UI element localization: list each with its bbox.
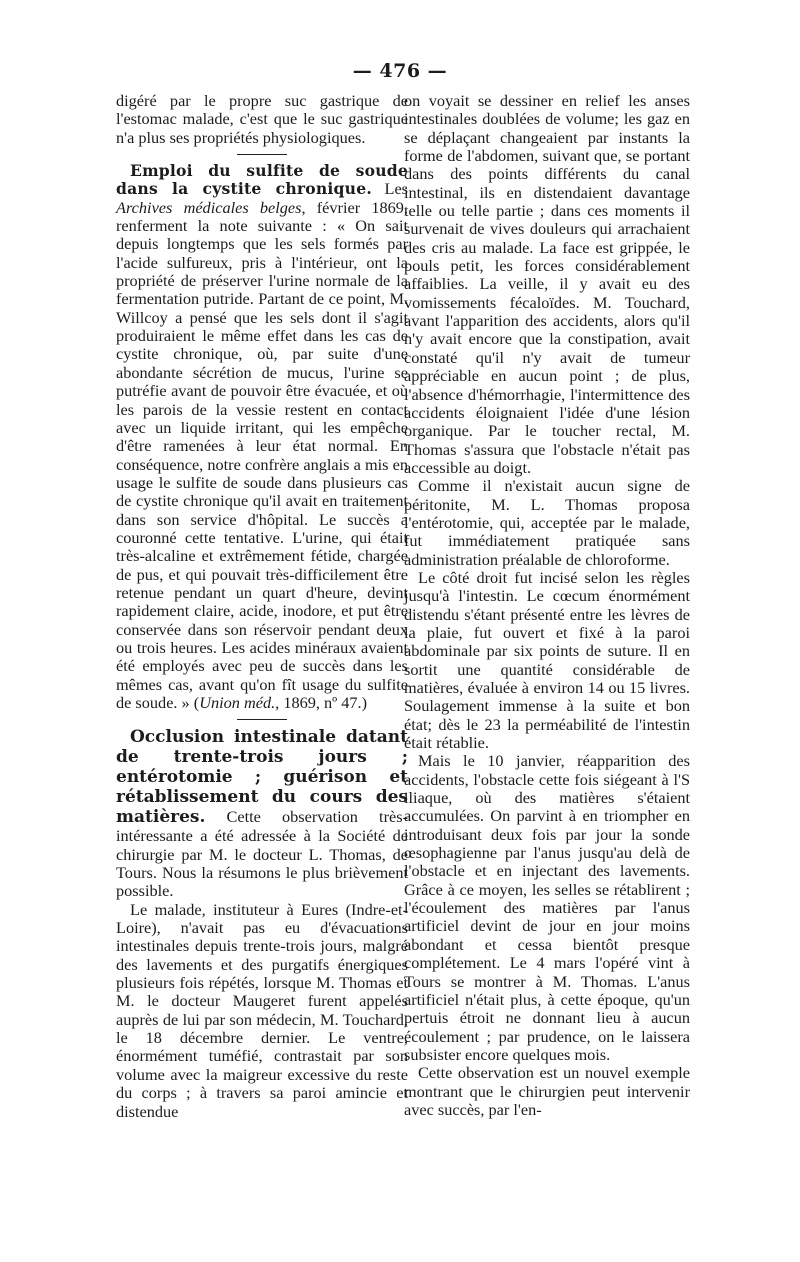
section-text-occlusion: Cette observation très-intéressante a été adressée à la Société de chirurgie par M. le docteur L. Thomas, de Tours. Nous la résumons le plus brièvement possible.	[116, 807, 408, 901]
section-text-intro: Les	[371, 179, 409, 199]
paragraph: Le côté droit fut incisé selon les règles jusqu'à l'intestin. Le cœcum énormément distendu s'étant présenté entre les lèvres de la plaie, fut ouvert et fixé à la paroi abdominale par six points de suture. Il en sortit une quantité considérable de matières, évaluée à environ 14 ou 15 livres. Soulagement immense à la suite et bon état; dès le 23 la perméabilité de l'intestin était rétablie.	[404, 567, 690, 753]
page-number: — 476 —	[352, 60, 448, 82]
source-title: Archives médicales belges	[116, 197, 302, 217]
section-text-body: , février 1869, renferment la note suivante : « On sait depuis longtemps que les sels formés par l'acide sulfureux, pris à l'intérieur, ont la propriété de préserver l'urine normale de la fermentation putride. Partant de ce point, M. Willcoy a pensé que les sels dont il s'agit produiraient le même effet dans les cas de cystite chronique, où, par suite d'une abondante sécrétion de mucus, l'urine se putréfie avant de pouvoir être évacuée, et où les parois de la vessie restent en contact avec un liquide irritant, qui les empêche d'être ramenées à leur état normal. En conséquence, notre confrère anglais a mis en usage le sulfite de soude dans plusieurs cas de cystite chronique qu'il avait en traitement dans son service d'hôpital. Le succès a couronné cette tentative. L'urine, qui était très-alcaline et extrêmement fétide, chargée de pus, et qui pouvait très-difficilement être retenue pendant un quart d'heure, devint rapidement claire, acide, inodore, et put être conservée dans son réservoir pendant deux ou trois heures. Les acides minéraux avaient été employés avec peu de succès dans les mêmes cas, avant qu'on fît usage du sulfite de soude. »	[116, 197, 408, 712]
citation-open: (	[193, 693, 200, 712]
section-divider	[237, 719, 287, 720]
section-sulfite	[116, 162, 408, 712]
left-column	[116, 92, 408, 1121]
paragraph-continuation: digéré par le propre suc gastrique de l'estomac malade, c'est que le suc gastrique n'a plus ses propriétés physiologiques.	[116, 91, 408, 147]
paragraph: Le malade, instituteur à Eures (Indre-et-Loire), n'avait pas eu d'évacuations intestinales depuis trente-trois jours, malgré des lavements et des purgatifs énergiques plusieurs fois répétés, lorsque M. Thomas et M. le docteur Maugeret furent appelés auprès de lui par son médecin, M. Touchard, le 18 décembre dernier. Le ventre, énormément tuméfié, contrastait par son volume avec la maigreur excessive du reste du corps ; à travers sa paroi amincie et distendue	[116, 899, 408, 1121]
section-divider	[237, 154, 287, 155]
section-heading-sulfite: Emploi du sulfite de soude dans la cystite chronique.	[116, 161, 408, 199]
paragraph: Mais le 10 janvier, réapparition des accidents, l'obstacle cette fois siégeant à l'S iliaque, où des matières s'étaient accumulées. On parvint à en triompher en introduisant deux fois par jour la sonde œsophagienne par l'anus jusqu'au delà de l'obstacle et en injectant des lavements. Grâce à ce moyen, les selles se rétablirent ; l'écoulement des matières par l'anus artificiel devint de jour en jour moins abondant et cessa bientôt presque complétement. Le 4 mars l'opéré vint à Tours se montrer à M. Thomas. L'anus artificiel n'était plus, à cette époque, qu'un pertuis étroit ne donnant lieu à aucun écoulement ; par prudence, on le laissera subsister encore quelques mois.	[404, 751, 690, 1064]
citation-source: Union méd.	[199, 693, 276, 712]
citation-rest: , 1869, nº 47.)	[275, 693, 368, 712]
paragraph: Cette observation est un nouvel exemple montrant que le chirurgien peut intervenir avec succès, par l'en-	[404, 1063, 690, 1119]
right-column	[404, 92, 690, 1119]
paragraph: Comme il n'existait aucun signe de péritonite, M. L. Thomas proposa l'entérotomie, qui, acceptée par le malade, fut immédiatement pratiquée sans administration préalable de chloroforme.	[404, 476, 690, 569]
paragraph: on voyait se dessiner en relief les anses intestinales doublées de volume; les gaz en se déplaçant changeaient par instants la forme de l'abdomen, suivant que, se portant dans des points différents du canal intestinal, ils en distendaient davantage telle ou telle partie ; dans ces moments il survenait de vives douleurs qui arrachaient des cris au malade. La face est grippée, le pouls petit, les forces considérablement affaiblies. La veille, il y avait eu des vomissements fécaloïdes. M. Touchard, avant l'apparition des accidents, alors qu'il n'y avait encore que la constipation, avait constaté qu'il n'y avait de tumeur appréciable en aucun point ; de plus, l'absence d'hémorrhagie, l'intermittence des accidents éloignaient l'idée d'une lésion organique. Par le toucher rectal, M. Thomas s'assura que l'obstacle n'était pas accessible au doigt.	[404, 91, 690, 477]
section-occlusion	[116, 727, 408, 900]
section-heading-occlusion: Occlusion intestinale datant de trente-trois jours ; entérotomie ; guérison et rétablissement du cours des matières.	[116, 727, 408, 828]
